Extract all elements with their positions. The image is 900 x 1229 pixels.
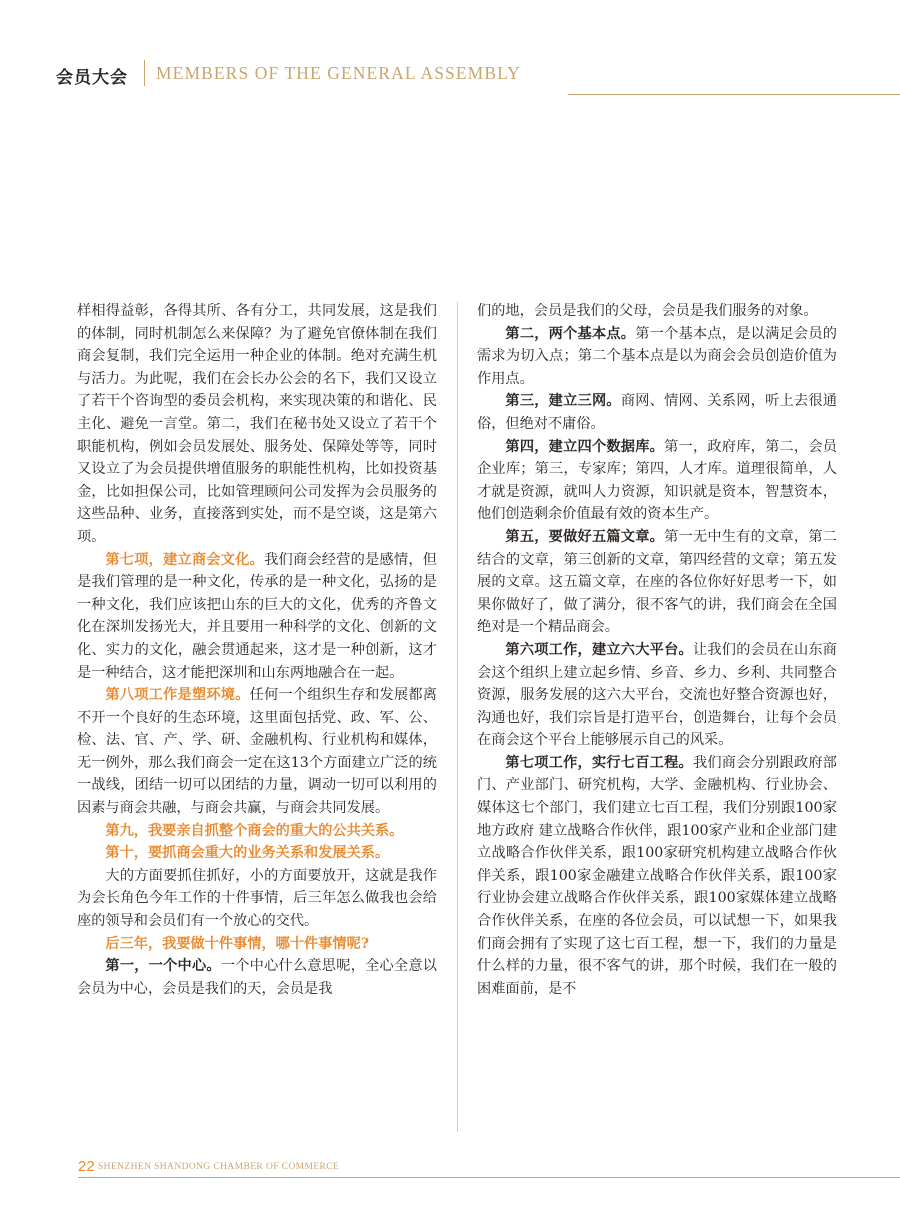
paragraph-lead: 第一，一个中心。 bbox=[105, 958, 221, 975]
paragraph bbox=[77, 955, 437, 1000]
paragraph-body: 我们商会分别跟政府部门、产业部门、研究机构，大学、金融机构、行业协会、媒体这七个部门，我们建立七百工程，我们分别跟100家地方政府 建立战略合作伙伴，跟100家产业和企业部门建立战略合作伙伴关系，跟100家研究机构建立战略合作伙伴关系，跟100家金融建立战略合作伙伴关系，跟100家行业协会建立战略合作伙伴关系，跟100家媒体建立战略合作伙伴关系，在座的各位会员，可以试想一下，如果我们商会拥有了实现了这七百工程，想一下，我们的力量是什么样的力量，很不客气的讲，那个时候，我们在一般的困难面前，是不 bbox=[477, 754, 837, 997]
column-divider bbox=[457, 302, 458, 1132]
page-header bbox=[0, 40, 900, 96]
paragraph: 样相得益彰，各得其所、各有分工，共同发展，这是我们的体制，同时机制怎么来保障？为了避免官僚体制在我们商会复制，我们完全运用一种企业的体制。绝对充满生机与活力。为此呢，我们在会长办公会的名下，我们又设立了若干个咨询型的委员会机构，来实现决策的和谐化、民主化、避免一言堂。第二，我们在秘书处又设立了若干个职能机构，例如会员发展处、服务处、保障处等等，同时又设立了为会员提供增值服务的职能性机构，比如投资基金，比如担保公司，比如管理顾问公司发挥为会员服务的这些品种、业务，直接落到实处，而不是空谈，这是第六项。 bbox=[77, 303, 437, 545]
paragraph bbox=[77, 549, 437, 685]
paragraph-lead: 第五，要做好五篇文章。 bbox=[505, 528, 665, 545]
section-title-cn: 会员大会 bbox=[56, 68, 128, 88]
publication-name: SHENZHEN SHANDONG CHAMBER OF COMMERCE bbox=[98, 1162, 340, 1172]
page-number: 22 bbox=[78, 1158, 95, 1175]
paragraph-lead: 第七项工作，实行七百工程。 bbox=[505, 754, 693, 771]
page-footer bbox=[0, 1150, 900, 1190]
paragraph-lead: 第八项工作是塑环境。 bbox=[105, 687, 250, 704]
paragraph-body: 第一，政府库，第二，会员企业库；第三，专家库；第四，人才库。道理很简单，人才就是资源，就叫人力资源，知识就是资本，智慧资本，他们创造剩余价值最有效的资本生产。 bbox=[477, 438, 837, 523]
paragraph bbox=[77, 684, 437, 820]
right-column bbox=[477, 300, 837, 1000]
footer-rule bbox=[78, 1177, 900, 1178]
paragraph: 大的方面要抓住抓好，小的方面要放开，这就是我作为会长角色今年工作的十件事情，后三年怎么做我也会给座的领导和会员们有一个放心的交代。 bbox=[77, 867, 437, 930]
paragraph-body: 任何一个组织生存和发展都离不开一个良好的生态环境，这里面包括党、政、军、公、检、法、官、产、学、研、金融机构、行业机构和媒体，无一例外，那么我们商会一定在这13个方面建立广泛的统一战线，团结一切可以团结的力量，调动一切可以利用的因素与商会共融，与商会共赢，与商会共同发展。 bbox=[77, 687, 437, 817]
paragraph-lead: 第二，两个基本点。 bbox=[505, 325, 636, 342]
paragraph bbox=[477, 323, 837, 391]
blank-image-area bbox=[56, 108, 844, 286]
left-column bbox=[77, 300, 437, 1000]
paragraph-body: 我们商会经营的是感情，但是我们管理的是一种文化，传承的是一种文化，弘扬的是一种文化，我们应该把山东的巨大的文化，优秀的齐鲁文化在深圳发扬光大，并且要用一种科学的文化、创新的文化、实力的文化，融会贯通起来，这才是一种创新，这才是一种结合，这才能把深圳和山东两地融合在一起。 bbox=[77, 551, 437, 681]
paragraph: 第十，要抓商会重大的业务关系和发展关系。 bbox=[105, 845, 390, 862]
paragraph: 第九，我要亲自抓整个商会的重大的公共关系。 bbox=[105, 822, 404, 839]
paragraph-body: 让我们的会员在山东商会这个组织上建立起乡情、乡音、乡力、乡利、共同整合资源，服务发展的这六大平台，交流也好整合资源也好，沟通也好，我们宗旨是打造平台，创造舞台，让每个会员在商会这个平台上能够展示自己的风采。 bbox=[477, 641, 837, 749]
paragraph-body: 第一无中生有的文章，第二结合的文章，第三创新的文章，第四经营的文章；第五发展的文章。这五篇文章，在座的各位你好好思考一下，如果你做好了，做了满分，很不客气的讲，我们商会在全国绝对是一个精品商会。 bbox=[477, 528, 837, 636]
paragraph: 后三年，我要做十件事情，哪十件事情呢? bbox=[105, 935, 370, 952]
paragraph bbox=[477, 752, 837, 1001]
header-rule bbox=[568, 94, 900, 95]
paragraph-lead: 第四，建立四个数据库。 bbox=[505, 438, 665, 455]
paragraph bbox=[477, 639, 837, 752]
paragraph-body: 第一个基本点，是以满足会员的需求为切入点；第二个基本点是以为商会会员创造价值为作用点。 bbox=[477, 325, 837, 387]
paragraph bbox=[477, 436, 837, 526]
paragraph bbox=[477, 390, 837, 435]
header-separator bbox=[144, 60, 145, 86]
paragraph-body: 商网、情网、关系网，听上去很通俗，但绝对不庸俗。 bbox=[477, 393, 837, 432]
paragraph-lead: 第七项，建立商会文化。 bbox=[105, 551, 265, 568]
paragraph-lead: 第三，建立三网。 bbox=[505, 393, 621, 410]
paragraph bbox=[477, 526, 837, 639]
section-title-en: MEMBERS OF THE GENERAL ASSEMBLY bbox=[156, 63, 521, 83]
paragraph: 们的地，会员是我们的父母，会员是我们服务的对象。 bbox=[477, 303, 818, 319]
paragraph-body: 一个中心什么意思呢，全心全意以会员为中心，会员是我们的天，会员是我 bbox=[77, 958, 437, 997]
paragraph-lead: 第六项工作，建立六大平台。 bbox=[505, 641, 693, 658]
